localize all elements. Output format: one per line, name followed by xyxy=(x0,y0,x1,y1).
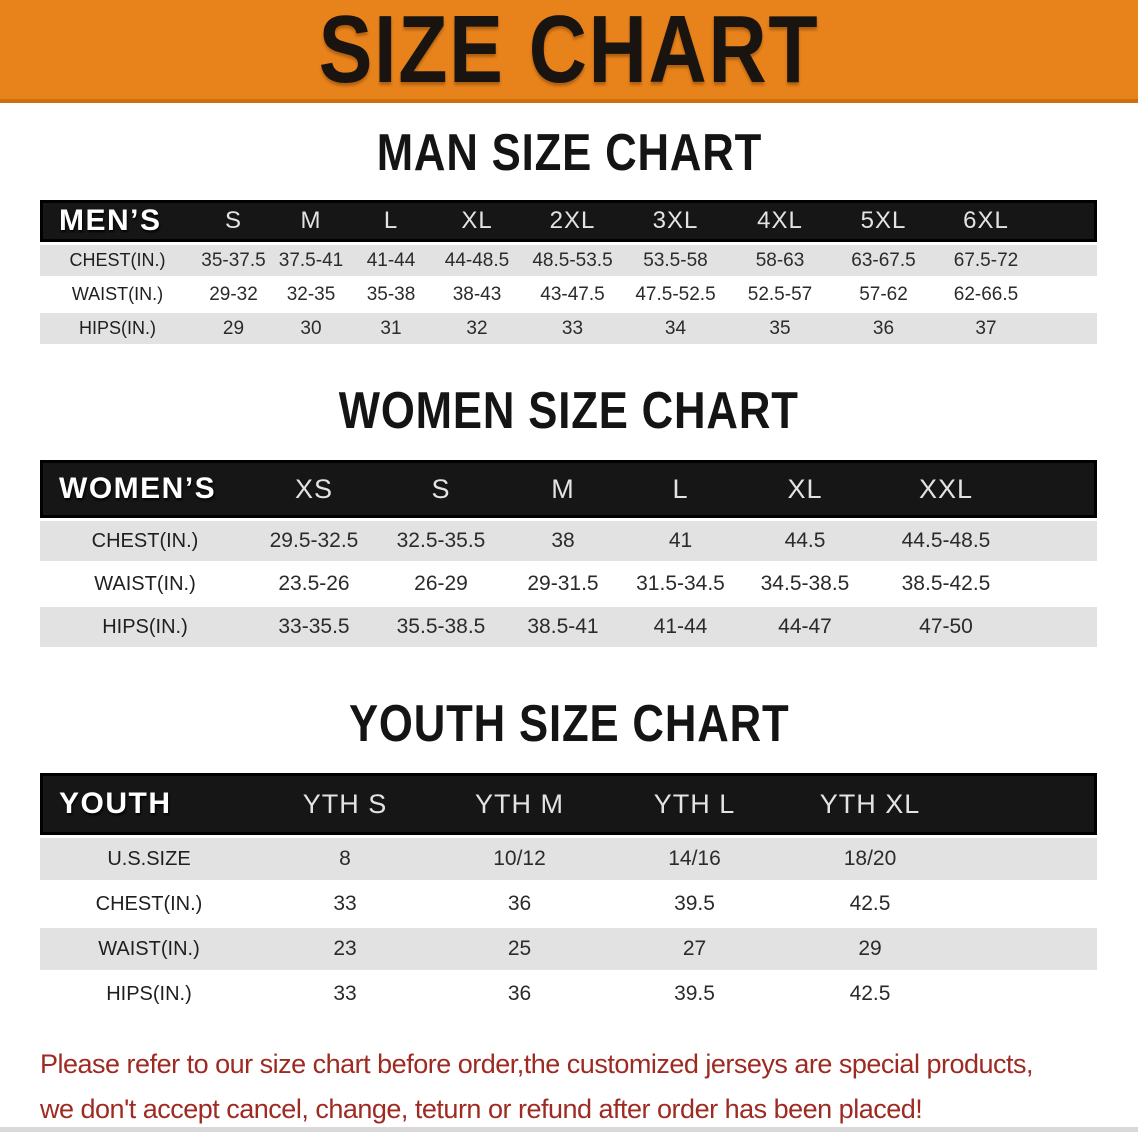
size-value-cell: 36 xyxy=(507,892,532,915)
size-value-cell: 44.5-48.5 xyxy=(901,529,991,552)
size-column-header: 3XL xyxy=(623,200,728,242)
size-value-cell: 27 xyxy=(682,937,707,960)
size-value-cell: 31 xyxy=(380,317,402,339)
size-value-cell: 47.5-52.5 xyxy=(635,283,716,305)
row-spacer xyxy=(1037,245,1097,276)
size-value-cell: 38 xyxy=(551,529,575,552)
size-value-cell: 25 xyxy=(507,937,532,960)
row-spacer xyxy=(1037,313,1097,344)
size-column-header: S xyxy=(378,460,504,518)
size-header-row xyxy=(40,200,1097,242)
size-value-cell: 29 xyxy=(222,317,245,339)
size-value-cell: 44-48.5 xyxy=(444,249,510,271)
women-section-title xyxy=(0,383,1138,439)
size-value-cell: 34.5-38.5 xyxy=(760,572,850,595)
row-label: HIPS(IN.) xyxy=(78,318,156,338)
size-value-cell: 35 xyxy=(769,317,791,339)
size-value-cell: 63-67.5 xyxy=(851,249,916,271)
size-value-cell: 44.5 xyxy=(784,529,826,552)
size-value-cell: 33-35.5 xyxy=(278,615,350,638)
table-row xyxy=(40,838,1097,880)
size-column-header: XL xyxy=(739,460,871,518)
size-value-cell: 62-66.5 xyxy=(953,283,1019,305)
size-value-cell: 36 xyxy=(507,982,532,1005)
size-value-cell: 31.5-34.5 xyxy=(636,572,725,595)
men-section-title-text: MAN SIZE CHART xyxy=(376,124,762,182)
size-value-cell: 35-38 xyxy=(366,283,416,305)
bottom-edge-divider xyxy=(0,1127,1138,1132)
size-value-cell: 29 xyxy=(858,937,882,960)
size-value-cell: 58-63 xyxy=(755,249,805,271)
women-size-table xyxy=(40,457,1097,650)
size-value-cell: 33 xyxy=(333,892,357,915)
row-spacer xyxy=(1037,279,1097,310)
youth-size-table xyxy=(40,770,1097,1018)
size-column-header: S xyxy=(195,200,272,242)
row-spacer xyxy=(1021,521,1097,561)
size-column-header: YTH S xyxy=(258,773,432,835)
size-value-cell: 42.5 xyxy=(849,982,891,1005)
youth-section-title-text: YOUTH SIZE CHART xyxy=(348,695,790,753)
size-value-cell: 47-50 xyxy=(919,615,973,638)
banner-title: SIZE CHART xyxy=(318,0,820,103)
row-label: HIPS(IN.) xyxy=(102,615,188,638)
row-label: CHEST(IN.) xyxy=(95,892,203,915)
size-value-cell: 32 xyxy=(466,317,488,339)
row-spacer xyxy=(958,883,1097,925)
header-spacer xyxy=(1037,200,1097,242)
row-label: U.S.SIZE xyxy=(107,847,191,870)
table-row xyxy=(40,564,1097,604)
size-value-cell: 57-62 xyxy=(859,283,908,305)
size-value-cell: 37 xyxy=(975,317,997,339)
size-column-header: L xyxy=(350,200,432,242)
size-value-cell: 35.5-38.5 xyxy=(396,615,486,638)
size-value-cell: 8 xyxy=(339,847,351,870)
size-column-header: YTH L xyxy=(607,773,782,835)
row-label: CHEST(IN.) xyxy=(69,250,166,270)
size-value-cell: 52.5-57 xyxy=(747,283,813,305)
size-value-cell: 38-43 xyxy=(452,283,502,305)
table-corner-label: MEN’S xyxy=(40,200,195,242)
table-row xyxy=(40,279,1097,310)
table-row xyxy=(40,883,1097,925)
size-value-cell: 29-32 xyxy=(209,283,258,305)
size-value-cell: 38.5-42.5 xyxy=(901,572,991,595)
women-section-title-text: WOMEN SIZE CHART xyxy=(339,382,799,440)
row-label: WAIST(IN.) xyxy=(98,937,200,960)
size-value-cell: 35-37.5 xyxy=(201,249,266,271)
size-header-row xyxy=(40,460,1097,518)
size-value-cell: 37.5-41 xyxy=(278,249,344,271)
row-spacer xyxy=(958,838,1097,880)
size-column-header: 5XL xyxy=(832,200,935,242)
size-value-cell: 42.5 xyxy=(849,892,891,915)
size-column-header: M xyxy=(504,460,622,518)
size-value-cell: 10/12 xyxy=(493,847,546,870)
size-column-header: YTH XL xyxy=(782,773,958,835)
size-value-cell: 30 xyxy=(300,317,322,339)
row-spacer xyxy=(958,973,1097,1015)
size-column-header: 2XL xyxy=(522,200,623,242)
size-value-cell: 36 xyxy=(872,317,895,339)
table-row xyxy=(40,313,1097,344)
youth-section-title xyxy=(0,696,1138,752)
size-column-header: XXL xyxy=(871,460,1021,518)
size-value-cell: 41-44 xyxy=(653,615,708,638)
size-value-cell: 23.5-26 xyxy=(278,572,350,595)
disclaimer-line-2: we don't accept cancel, change, teturn or refund after order has been placed! xyxy=(40,1094,923,1124)
size-column-header: YTH M xyxy=(432,773,607,835)
size-value-cell: 33 xyxy=(561,317,584,339)
size-value-cell: 43-47.5 xyxy=(540,283,605,305)
size-column-header: 4XL xyxy=(728,200,832,242)
table-row xyxy=(40,245,1097,276)
men-size-table xyxy=(40,197,1097,347)
row-label: HIPS(IN.) xyxy=(106,982,192,1005)
size-column-header: M xyxy=(272,200,350,242)
banner xyxy=(0,0,1138,103)
table-row xyxy=(40,521,1097,561)
table-corner-label: YOUTH xyxy=(40,773,258,835)
size-column-header: L xyxy=(622,460,739,518)
size-value-cell: 18/20 xyxy=(843,847,897,870)
size-value-cell: 34 xyxy=(664,317,687,339)
disclaimer-line-1: Please refer to our size chart before order,the customized jerseys are special products, xyxy=(40,1049,1034,1079)
size-column-header: 6XL xyxy=(935,200,1037,242)
row-label: WAIST(IN.) xyxy=(71,284,164,304)
size-value-cell: 41-44 xyxy=(366,249,416,271)
size-value-cell: 29-31.5 xyxy=(527,572,599,595)
table-row xyxy=(40,973,1097,1015)
size-value-cell: 29.5-32.5 xyxy=(269,529,359,552)
row-spacer xyxy=(1021,607,1097,647)
header-spacer xyxy=(1021,460,1097,518)
disclaimer xyxy=(40,1042,1138,1132)
size-value-cell: 32.5-35.5 xyxy=(396,529,486,552)
size-column-header: XL xyxy=(432,200,522,242)
row-spacer xyxy=(1021,564,1097,604)
row-spacer xyxy=(958,928,1097,970)
size-value-cell: 33 xyxy=(333,982,357,1005)
size-value-cell: 32-35 xyxy=(286,283,336,305)
size-value-cell: 53.5-58 xyxy=(643,249,708,271)
size-value-cell: 14/16 xyxy=(668,847,721,870)
size-value-cell: 48.5-53.5 xyxy=(532,249,613,271)
table-row xyxy=(40,607,1097,647)
size-value-cell: 67.5-72 xyxy=(953,249,1019,271)
size-column-header: XS xyxy=(250,460,378,518)
table-row xyxy=(40,928,1097,970)
row-label: CHEST(IN.) xyxy=(91,529,199,552)
men-section-title xyxy=(0,125,1138,181)
size-value-cell: 26-29 xyxy=(414,572,468,595)
row-label: WAIST(IN.) xyxy=(94,572,196,595)
size-value-cell: 39.5 xyxy=(674,892,715,915)
size-value-cell: 38.5-41 xyxy=(527,615,599,638)
size-value-cell: 41 xyxy=(668,529,693,552)
size-value-cell: 44-47 xyxy=(778,615,832,638)
table-corner-label: WOMEN’S xyxy=(40,460,250,518)
header-spacer xyxy=(958,773,1097,835)
size-header-row xyxy=(40,773,1097,835)
size-value-cell: 39.5 xyxy=(674,982,715,1005)
size-value-cell: 23 xyxy=(333,937,357,960)
